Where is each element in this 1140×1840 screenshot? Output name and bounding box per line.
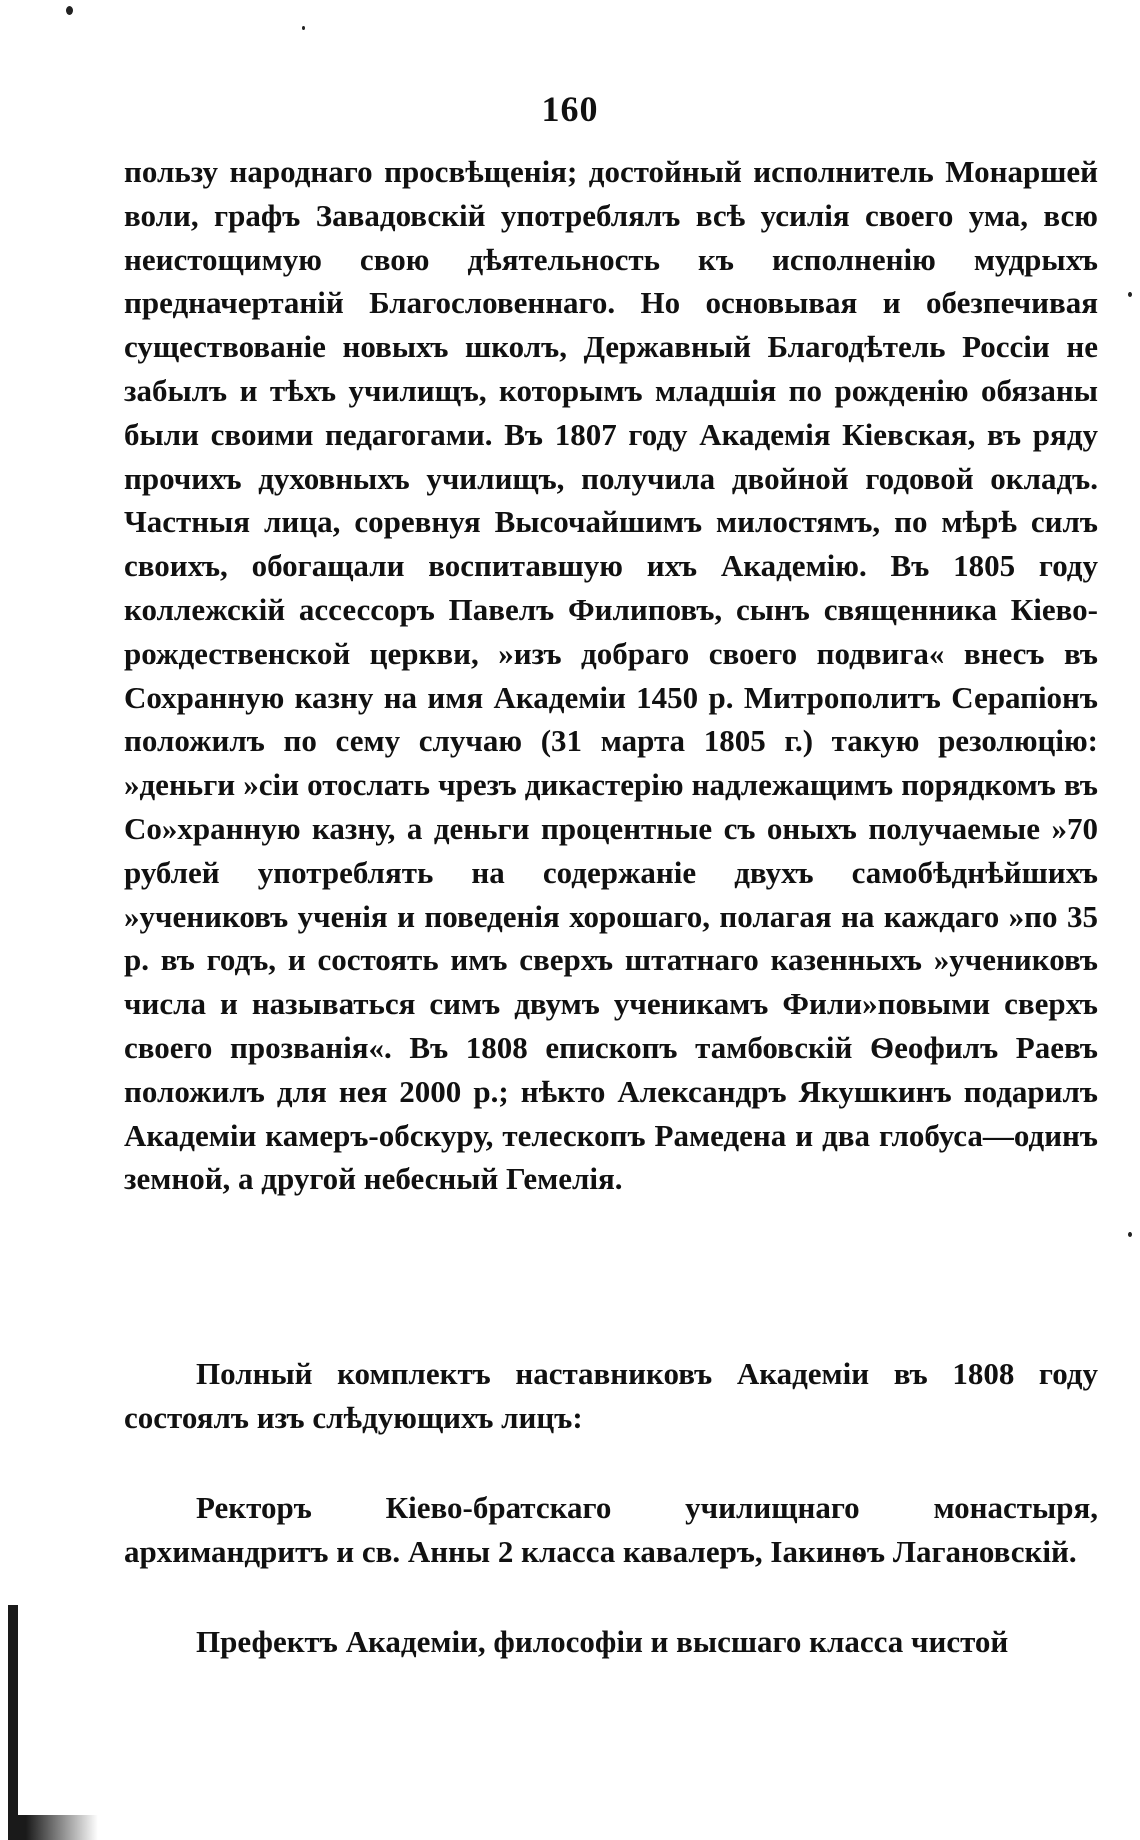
paragraph-text: Префектъ Академіи, философіи и высшаго класса чистой: [196, 1624, 1009, 1659]
scan-speck: [1128, 292, 1132, 297]
scan-speck: [302, 26, 305, 30]
paragraph-rector: [124, 1486, 1098, 1574]
paragraph-faculty-intro: [124, 1352, 1098, 1440]
paragraph-prefect: [124, 1620, 1098, 1664]
paragraph-text: Ректоръ Кіево-братскаго училищнаго монастыря, архимандритъ и св. Анны 2 класса кавалеръ, Іакинѳъ Лагановскій.: [124, 1490, 1098, 1569]
page-edge-shadow-foot: [8, 1815, 98, 1840]
page-number: 160: [541, 89, 599, 129]
paragraph-text: пользу народнаго просвѣщенія; достойный исполнитель Монаршей воли, графъ Завадовскій употреблялъ всѣ усилія своего ума, всю неистощимую свою дѣятельность къ исполненію мудрыхъ предначертаній Благословеннаго. Но основывая и обезпечивая существованіе новыхъ школъ, Державный Благодѣтель Россіи не забылъ и тѣхъ училищъ, которымъ младшія по рожденію обязаны были своими педагогами. Въ 1807 году Академія Кіевская, въ ряду прочихъ духовныхъ училищъ, получила двойной годовой окладъ. Частныя лица, соревнуя Высочайшимъ милостямъ, по мѣрѣ силъ своихъ, обогащали воспитавшую ихъ Академію. Въ 1805 году коллежскій ассессоръ Павелъ Филиповъ, сынъ священника Кіево-рождественской церкви, »изъ добраго своего подвига« внесъ въ Сохранную казну на имя Академіи 1450 р. Митрополитъ Серапіонъ положилъ по сему случаю (31 марта 1805 г.) такую резолюцію: »деньги »сіи отослать чрезъ дикастерію надлежащимъ порядкомъ въ Со»хранную казну, а деньги процентные съ оныхъ получаемые »70 рублей употреблять на содержаніе двухъ самобѣднѣйшихъ »учениковъ ученія и поведенія хорошаго, полагая на каждаго »по 35 р. въ годъ, и состоять имъ сверхъ штатнаго казенныхъ »учениковъ числа и называться симъ двумъ ученикамъ Фили»повыми сверхъ своего прозванія«. Въ 1808 епископъ тамбовскій Ѳеофилъ Раевъ положилъ для нея 2000 р.; нѣкто Александръ Якушкинъ подарилъ Академіи камеръ-обскуру, телескопъ Рамедена и два глобуса—одинъ земной, а другой небесный Гемелія.: [124, 154, 1098, 1197]
scan-speck: [66, 6, 73, 15]
scan-speck: [1128, 1232, 1132, 1237]
paragraph-text: Полный комплектъ наставниковъ Академіи въ 1808 году состоялъ изъ слѣдующихъ лицъ:: [124, 1356, 1098, 1435]
page-edge-shadow: [8, 1605, 18, 1840]
paragraph-main: [124, 150, 1098, 1201]
